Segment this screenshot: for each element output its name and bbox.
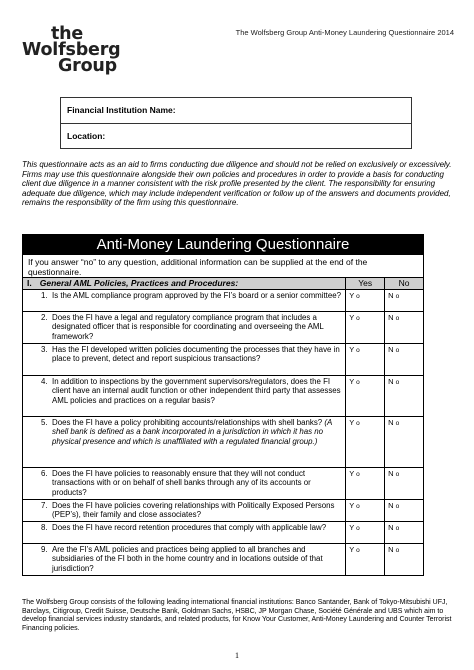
aml-questionnaire-table	[22, 234, 424, 576]
location-field[interactable]: Location:	[61, 123, 411, 148]
checkbox-circle-icon[interactable]: ο	[356, 503, 360, 510]
question-number: 7.	[41, 501, 48, 510]
question-body	[52, 545, 342, 575]
question-text: Does the FI have policies covering relationships with Politically Exposed Persons (PEP’s), their family and close associates?	[52, 501, 335, 520]
answer-no-option[interactable]	[384, 468, 423, 499]
question-text: Has the FI developed written policies documenting the processes that they have in place to prevent, detect and report suspicious transactions?	[52, 345, 340, 364]
question-body	[52, 523, 326, 543]
question-row	[23, 416, 423, 467]
checkbox-circle-icon[interactable]: ο	[395, 547, 400, 554]
question-row	[23, 543, 423, 575]
answer-yes-option[interactable]	[345, 468, 384, 499]
answer-no-label: N	[388, 418, 394, 427]
question-row	[23, 499, 423, 521]
answer-yes-label: Y	[349, 418, 355, 427]
answer-no-option[interactable]	[384, 522, 423, 543]
question-number: 8.	[41, 523, 48, 532]
checkbox-circle-icon[interactable]: ο	[395, 293, 400, 300]
answer-yes-option[interactable]	[345, 544, 384, 575]
checkbox-circle-icon[interactable]: ο	[356, 420, 360, 427]
answer-yes-option[interactable]	[345, 312, 384, 343]
question-body	[52, 469, 342, 499]
answer-no-option[interactable]	[384, 312, 423, 343]
question-body	[52, 377, 342, 416]
question-text: Does the FI have policies to reasonably ensure that they will not conduct transactions with or on behalf of shell banks through any of its accounts or products?	[52, 469, 311, 497]
wolfsberg-logo	[22, 26, 132, 74]
answer-yes-label: Y	[349, 345, 355, 354]
answer-yes-option[interactable]	[345, 417, 384, 467]
checkbox-circle-icon[interactable]: ο	[356, 471, 360, 478]
answer-yes-label: Y	[349, 469, 355, 478]
answer-yes-label: Y	[349, 291, 355, 300]
answer-yes-label: Y	[349, 523, 355, 532]
document-header-title: The Wolfsberg Group Anti-Money Laundering Questionnaire 2014	[235, 28, 454, 37]
checkbox-circle-icon[interactable]: ο	[395, 420, 400, 427]
question-number: 1.	[41, 291, 48, 300]
question-row	[23, 289, 423, 311]
institution-info-box	[60, 97, 412, 149]
yes-column-header: Yes	[345, 278, 384, 289]
answer-no-label: N	[388, 313, 394, 322]
question-text-cell	[23, 312, 345, 343]
question-number: 3.	[41, 345, 48, 354]
footer-text: The Wolfsberg Group consists of the following leading international financial institutions: Banco Santander, Bank of Tokyo-Mitsubishi UFJ, Barclays, Citigroup, Credit Suisse, Deutsche Bank, Goldman Sachs, HSBC, JP Morgan Chase, Société Générale and UBS which aim to develop financial services industry standards, and related products, for Know Your Customer, Anti-Money Laundering and Counter Terrorist Financing policies.	[22, 599, 452, 632]
question-text-cell	[23, 468, 345, 499]
question-text-cell	[23, 544, 345, 575]
no-column-header: No	[384, 278, 423, 289]
disclaimer-text: This questionnaire acts as an aid to firms conducting due diligence and should not be relied on exclusively or excessively. Firms may use this questionnaire alongside their own policies and procedures in order to provide a basis for conducting client due diligence in a manner consistent with the risk profile presented by the client. The responsibility for ensuring adequate due diligence, which may include independent verification or follow up of the answers and documents provided, remains the responsibility of the firm using this questionnaire.	[22, 160, 452, 208]
institution-name-field[interactable]: Financial Institution Name:	[67, 105, 176, 115]
question-row	[23, 375, 423, 416]
answer-yes-option[interactable]	[345, 376, 384, 416]
answer-yes-option[interactable]	[345, 522, 384, 543]
answer-no-label: N	[388, 523, 394, 532]
questionnaire-intro: If you answer “no” to any question, additional information can be supplied at the end of the questionnaire.	[23, 254, 423, 277]
checkbox-circle-icon[interactable]: ο	[356, 347, 360, 354]
question-number: 2.	[41, 313, 48, 322]
answer-no-label: N	[388, 291, 394, 300]
answer-no-label: N	[388, 377, 394, 386]
logo-line-the: the	[51, 24, 84, 44]
answer-no-option[interactable]	[384, 344, 423, 375]
answer-no-option[interactable]	[384, 500, 423, 521]
question-row	[23, 521, 423, 543]
answer-no-label: N	[388, 545, 394, 554]
question-row	[23, 311, 423, 343]
question-text: In addition to inspections by the government supervisors/regulators, does the FI client have an internal audit function or other independent third party that assesses AML policies and practices on a regular basis?	[52, 377, 341, 405]
question-text-cell	[23, 522, 345, 543]
answer-yes-option[interactable]	[345, 290, 384, 311]
answer-no-option[interactable]	[384, 544, 423, 575]
checkbox-circle-icon[interactable]: ο	[356, 525, 360, 532]
answer-yes-option[interactable]	[345, 500, 384, 521]
question-number: 6.	[41, 469, 48, 478]
answer-yes-option[interactable]	[345, 344, 384, 375]
question-text: Is the AML compliance program approved by the FI’s board or a senior committee?	[52, 291, 342, 300]
checkbox-circle-icon[interactable]: ο	[356, 379, 360, 386]
answer-yes-label: Y	[349, 545, 355, 554]
answer-yes-label: Y	[349, 377, 355, 386]
question-body	[52, 313, 342, 343]
logo-line-wolfsberg: Wolfsberg	[22, 40, 121, 60]
question-number: 4.	[41, 377, 48, 386]
answer-no-option[interactable]	[384, 417, 423, 467]
question-body	[52, 501, 342, 521]
answer-no-option[interactable]	[384, 376, 423, 416]
question-number: 5.	[41, 418, 48, 427]
section-title-text: General AML Policies, Practices and Procedures:	[39, 278, 239, 288]
checkbox-circle-icon[interactable]: ο	[395, 525, 400, 532]
question-text: Does the FI have a legal and regulatory compliance program that includes a designated officer that is responsible for coordinating and overseeing the AML framework?	[52, 313, 324, 341]
checkbox-circle-icon[interactable]: ο	[395, 347, 400, 354]
question-text-cell	[23, 290, 345, 311]
page-number: 1	[235, 651, 239, 660]
answer-no-label: N	[388, 501, 394, 510]
question-body	[52, 418, 342, 467]
checkbox-circle-icon[interactable]: ο	[356, 547, 360, 554]
question-body	[52, 291, 341, 311]
checkbox-circle-icon[interactable]: ο	[356, 315, 360, 322]
answer-no-label: N	[388, 469, 394, 478]
checkbox-circle-icon[interactable]: ο	[395, 379, 400, 386]
question-body	[52, 345, 342, 375]
question-text: Does the FI have a policy prohibiting accounts/relationships with shell banks?	[52, 418, 323, 427]
question-text-cell	[23, 417, 345, 467]
questionnaire-title: Anti-Money Laundering Questionnaire	[23, 235, 423, 254]
checkbox-circle-icon[interactable]: ο	[356, 293, 360, 300]
question-text-cell	[23, 500, 345, 521]
checkbox-circle-icon[interactable]: ο	[395, 315, 400, 322]
answer-yes-label: Y	[349, 501, 355, 510]
question-text: Does the FI have record retention procedures that comply with applicable law?	[52, 523, 327, 532]
question-note: (A shell bank is defined as a bank incorporated in a jurisdiction in which it has no physical presence and which is unaffiliated with a regulated financial group.)	[52, 418, 332, 446]
section-number: I.	[27, 278, 32, 288]
section-title	[23, 278, 345, 289]
section-header	[23, 277, 423, 289]
answer-yes-label: Y	[349, 313, 355, 322]
answer-no-label: N	[388, 345, 394, 354]
logo-line-group: Group	[58, 56, 118, 76]
question-text: Are the FI’s AML policies and practices being applied to all branches and subsidiaries of the FI both in the home country and in locations outside of that jurisdiction?	[52, 545, 323, 573]
question-row	[23, 343, 423, 375]
checkbox-circle-icon[interactable]: ο	[395, 471, 400, 478]
question-rows	[23, 289, 423, 575]
question-text-cell	[23, 344, 345, 375]
question-number: 9.	[41, 545, 48, 554]
checkbox-circle-icon[interactable]: ο	[395, 503, 400, 510]
question-row	[23, 467, 423, 499]
question-text-cell	[23, 376, 345, 416]
answer-no-option[interactable]	[384, 290, 423, 311]
